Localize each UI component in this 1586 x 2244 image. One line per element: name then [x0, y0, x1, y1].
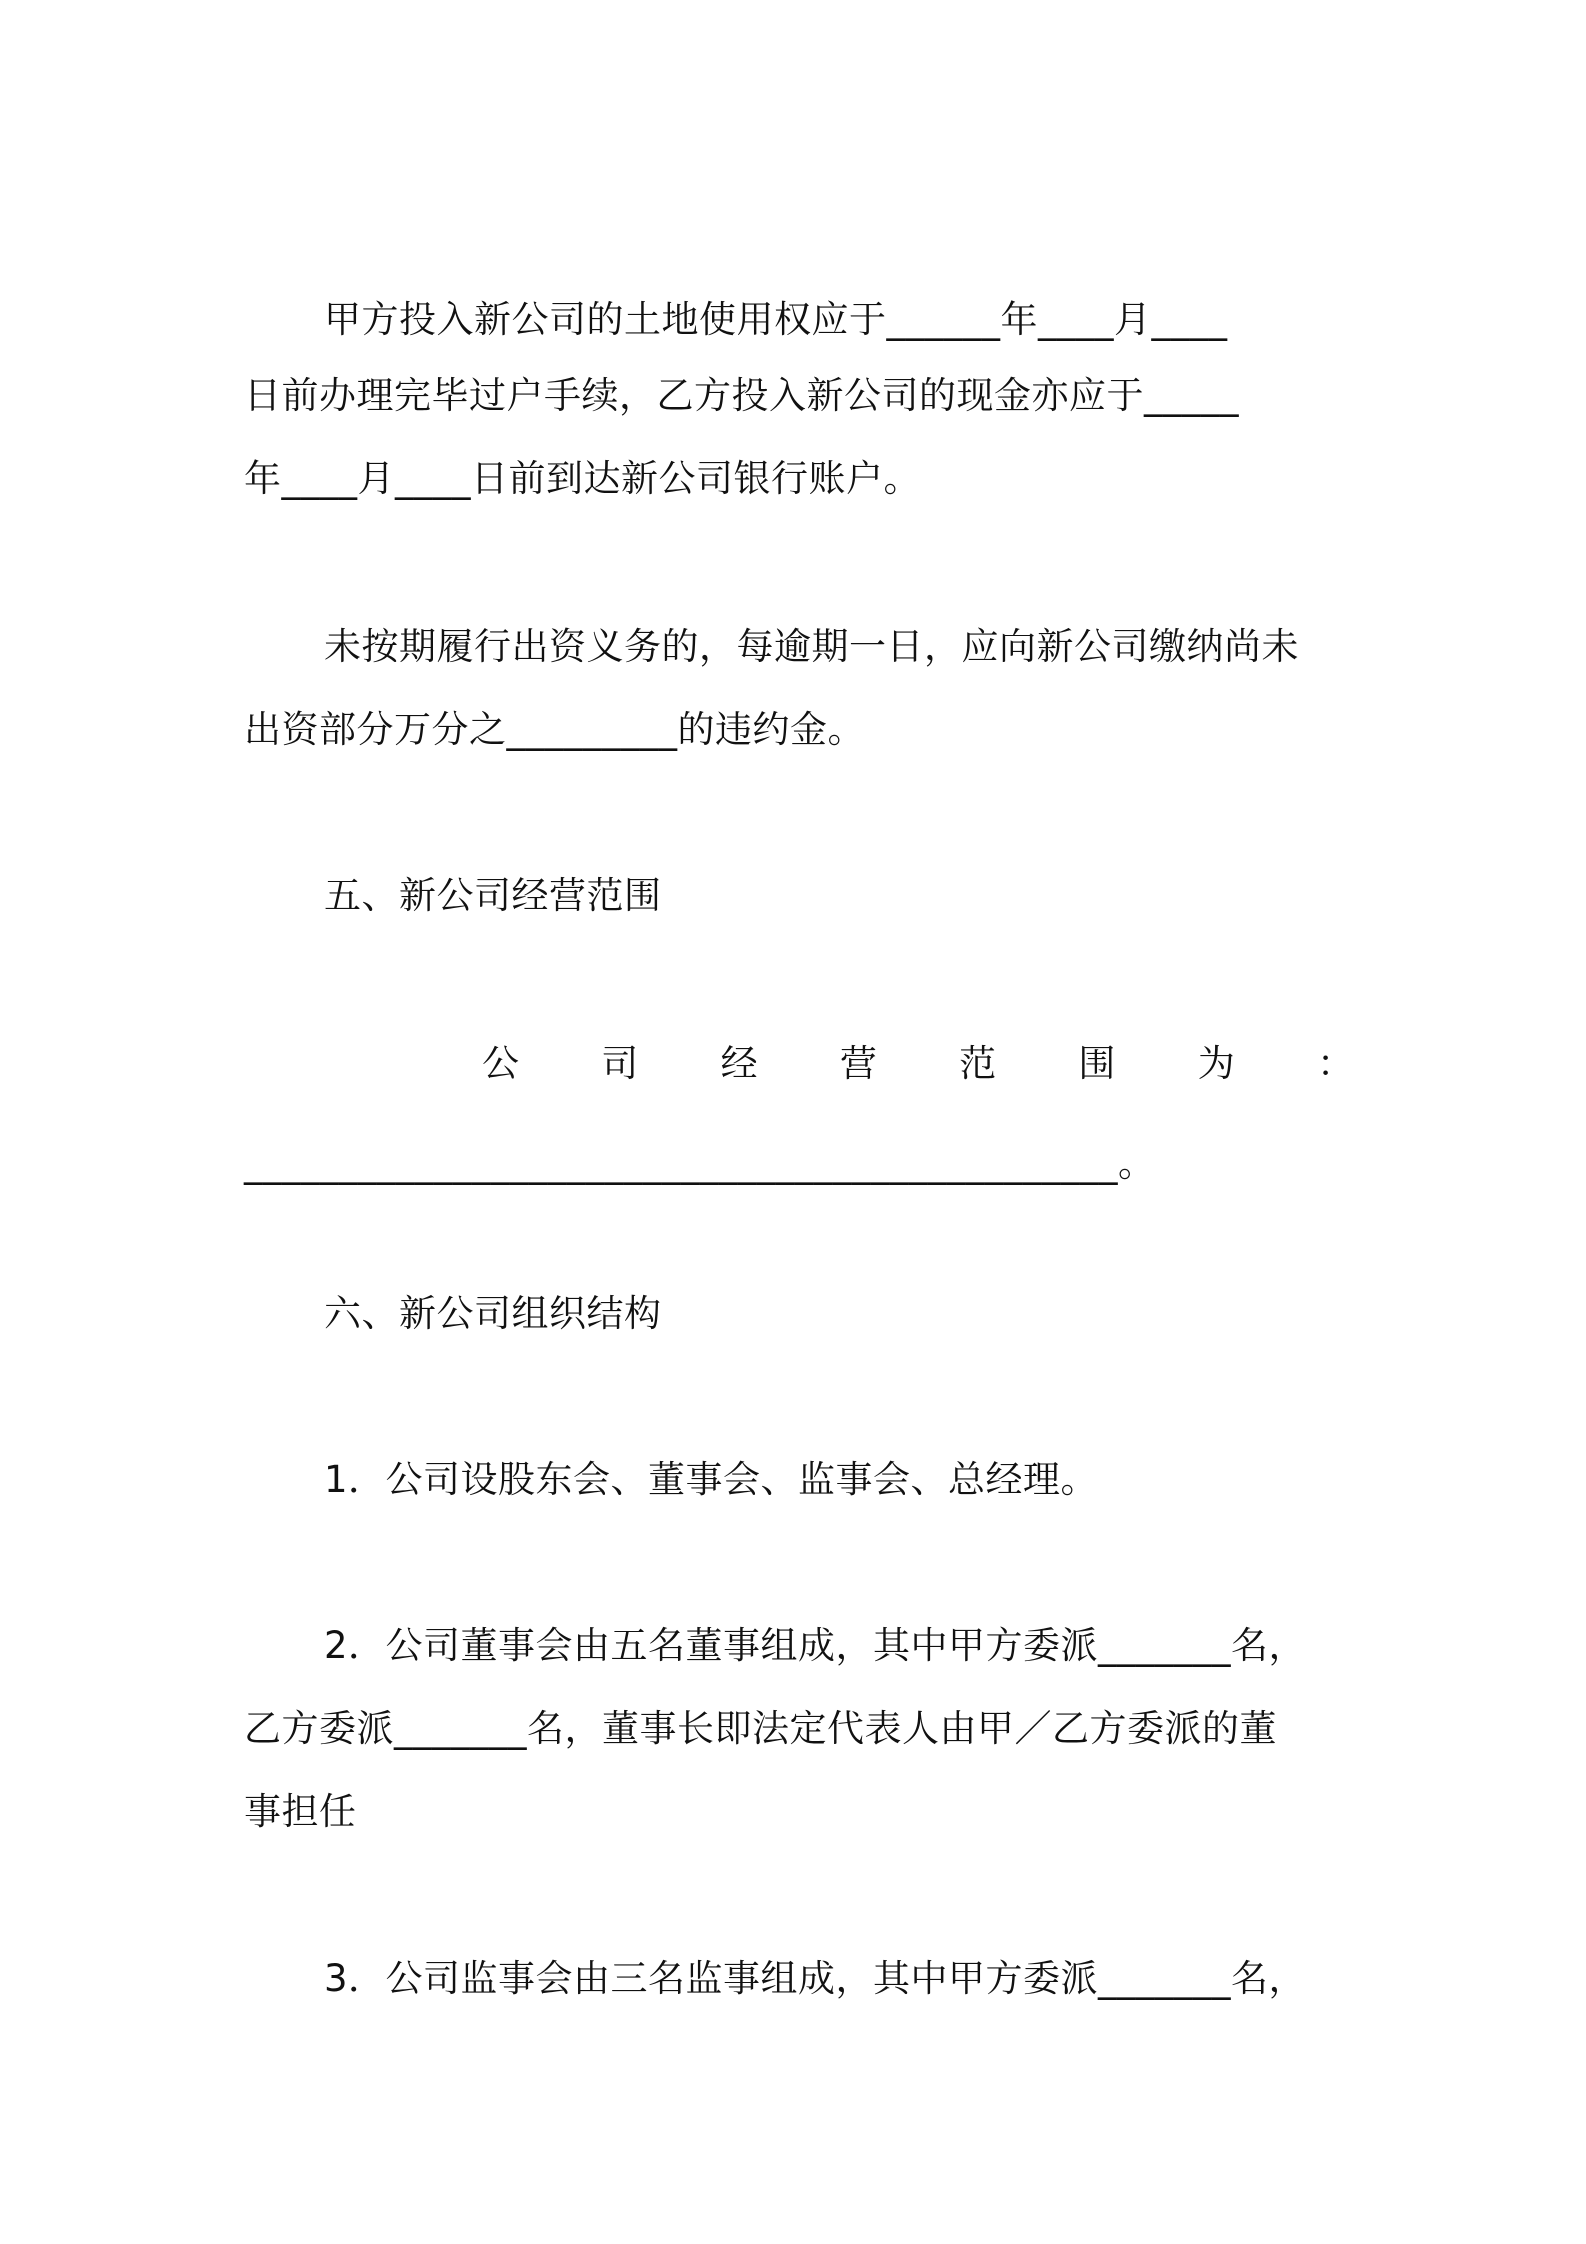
section-heading: 六、新公司组织结构 — [324, 1292, 662, 1335]
list-item: 2．公司董事会由五名董事组成，其中甲方委派_______名， — [324, 1624, 1307, 1667]
paragraph-line: 出资部分万分之_________的违约金。 — [244, 708, 865, 751]
paragraph-line: 年____月____日前到达新公司银行账户。 — [244, 457, 921, 500]
list-item: 1．公司设股东会、董事会、监事会、总经理。 — [324, 1458, 1099, 1501]
scope-char: 营 — [839, 1042, 877, 1085]
scope-char: 为 — [1197, 1042, 1235, 1085]
scope-char: 范 — [959, 1042, 997, 1085]
list-item: 3．公司监事会由三名监事组成，其中甲方委派_______名， — [324, 1957, 1307, 2000]
scope-char: 围 — [1078, 1042, 1116, 1085]
section-heading: 五、新公司经营范围 — [324, 874, 662, 917]
paragraph-line: 乙方委派_______名，董事长即法定代表人由甲／乙方委派的董 — [244, 1707, 1277, 1750]
business-scope-label — [482, 1040, 1354, 1088]
paragraph-line: 事担任 — [244, 1790, 357, 1833]
business-scope-blank: ______________________________________________。 — [244, 1142, 1156, 1185]
paragraph-line: 日前办理完毕过户手续，乙方投入新公司的现金亦应于_____ — [244, 374, 1239, 417]
paragraph-line: 未按期履行出资义务的，每逾期一日，应向新公司缴纳尚未 — [324, 625, 1299, 668]
scope-char: 公 — [482, 1042, 519, 1085]
paragraph-line: 甲方投入新公司的土地使用权应于______年____月____ — [324, 298, 1228, 341]
scope-char: 经 — [720, 1042, 758, 1085]
scope-char: 司 — [601, 1042, 639, 1085]
scope-char: ： — [1316, 1042, 1354, 1085]
